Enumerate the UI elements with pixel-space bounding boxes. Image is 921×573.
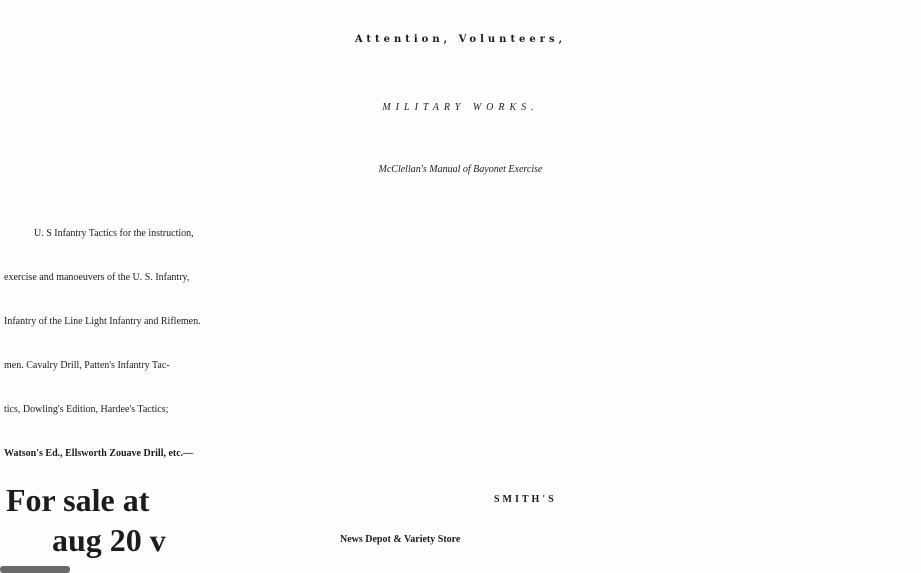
headline: Attention, Volunteers,	[354, 34, 567, 45]
body-line: Watson's Ed., Ellsworth Zouave Drill, etc.—	[4, 448, 194, 459]
store-description: News Depot & Variety Store	[340, 534, 461, 545]
body-line: men. Cavalry Drill, Patten's Infantry Tac-	[4, 360, 170, 371]
body-line: exercise and manoeuvers of the U. S. Infantry,	[4, 272, 190, 283]
subheading: MILITARY WORKS.	[382, 102, 539, 113]
body-line: U. S Infantry Tactics for the instruction,	[34, 228, 194, 239]
sale-text: For sale at	[6, 482, 150, 518]
body-line: tics, Dowling's Edition, Hardee's Tactics;	[4, 404, 169, 415]
store-name: SMITH'S	[494, 494, 557, 505]
date-code: aug 20 v	[52, 522, 166, 558]
ink-smudge	[0, 566, 70, 573]
store-info	[340, 480, 921, 560]
body-line: Infantry of the Line Light Infantry and Riflemen.	[4, 316, 201, 327]
body-text	[0, 212, 921, 476]
book-title-line: McClellan's Manual of Bayonet Exercise	[378, 164, 543, 175]
sale-notice	[6, 480, 166, 560]
